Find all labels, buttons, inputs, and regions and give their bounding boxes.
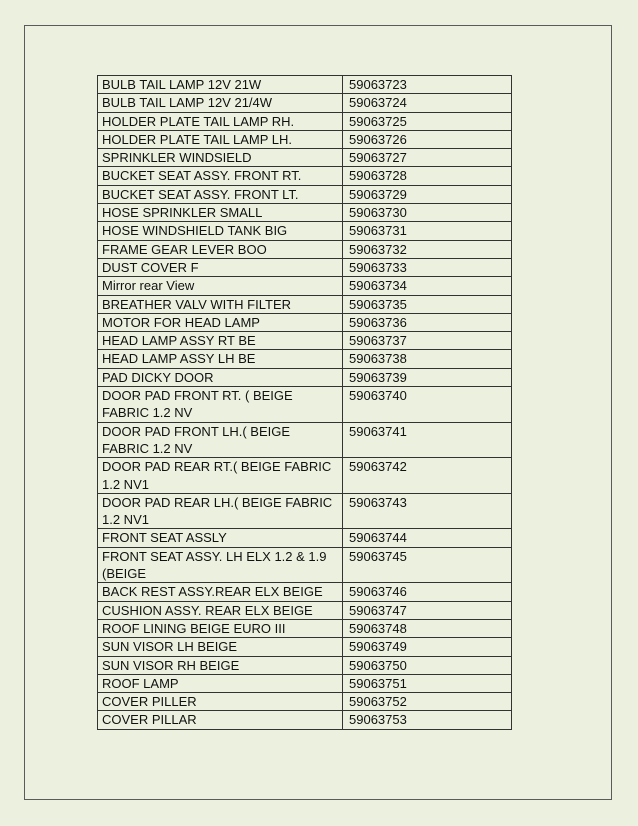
table-row bbox=[98, 350, 512, 368]
part-description-cell: BACK REST ASSY.REAR ELX BEIGE bbox=[98, 583, 343, 601]
table-row bbox=[98, 601, 512, 619]
table-row bbox=[98, 277, 512, 295]
part-number-cell: 59063739 bbox=[343, 368, 512, 386]
part-number-cell: 59063738 bbox=[343, 350, 512, 368]
part-number-cell: 59063723 bbox=[343, 76, 512, 94]
part-description-cell: SUN VISOR RH BEIGE bbox=[98, 656, 343, 674]
part-number-cell: 59063746 bbox=[343, 583, 512, 601]
part-description-cell: BUCKET SEAT ASSY. FRONT LT. bbox=[98, 185, 343, 203]
part-description-cell: BREATHER VALV WITH FILTER bbox=[98, 295, 343, 313]
part-description-cell: DOOR PAD REAR LH.( BEIGE FABRIC 1.2 NV1 bbox=[98, 493, 343, 529]
part-description-cell: SPRINKLER WINDSIELD bbox=[98, 149, 343, 167]
part-description-cell: SUN VISOR LH BEIGE bbox=[98, 638, 343, 656]
table-row bbox=[98, 204, 512, 222]
part-number-cell: 59063732 bbox=[343, 240, 512, 258]
part-description-cell: HEAD LAMP ASSY LH BE bbox=[98, 350, 343, 368]
part-description-cell: FRONT SEAT ASSY. LH ELX 1.2 & 1.9 (BEIGE bbox=[98, 547, 343, 583]
part-number-cell: 59063747 bbox=[343, 601, 512, 619]
part-description-cell: MOTOR FOR HEAD LAMP bbox=[98, 313, 343, 331]
part-description-cell: DOOR PAD FRONT LH.( BEIGE FABRIC 1.2 NV bbox=[98, 422, 343, 458]
table-row bbox=[98, 313, 512, 331]
part-description-cell: ROOF LINING BEIGE EURO III bbox=[98, 619, 343, 637]
table-row bbox=[98, 693, 512, 711]
table-row bbox=[98, 638, 512, 656]
table-row bbox=[98, 258, 512, 276]
table-row bbox=[98, 583, 512, 601]
part-description-cell: FRAME GEAR LEVER BOO bbox=[98, 240, 343, 258]
part-number-cell: 59063753 bbox=[343, 711, 512, 729]
table-row bbox=[98, 711, 512, 729]
part-number-cell: 59063742 bbox=[343, 458, 512, 494]
part-number-cell: 59063728 bbox=[343, 167, 512, 185]
part-number-cell: 59063730 bbox=[343, 204, 512, 222]
table-row bbox=[98, 387, 512, 423]
parts-table bbox=[97, 75, 512, 730]
table-row bbox=[98, 332, 512, 350]
part-number-cell: 59063736 bbox=[343, 313, 512, 331]
part-description-cell: Mirror rear View bbox=[98, 277, 343, 295]
part-description-cell: HOSE SPRINKLER SMALL bbox=[98, 204, 343, 222]
table-row bbox=[98, 547, 512, 583]
part-description-cell: FRONT SEAT ASSLY bbox=[98, 529, 343, 547]
part-number-cell: 59063744 bbox=[343, 529, 512, 547]
part-number-cell: 59063727 bbox=[343, 149, 512, 167]
table-row bbox=[98, 529, 512, 547]
part-number-cell: 59063733 bbox=[343, 258, 512, 276]
part-number-cell: 59063724 bbox=[343, 94, 512, 112]
part-number-cell: 59063734 bbox=[343, 277, 512, 295]
part-number-cell: 59063729 bbox=[343, 185, 512, 203]
table-row bbox=[98, 619, 512, 637]
part-description-cell: BULB TAIL LAMP 12V 21W bbox=[98, 76, 343, 94]
part-description-cell: DUST COVER F bbox=[98, 258, 343, 276]
part-description-cell: DOOR PAD FRONT RT. ( BEIGE FABRIC 1.2 NV bbox=[98, 387, 343, 423]
part-description-cell: HOSE WINDSHIELD TANK BIG bbox=[98, 222, 343, 240]
part-number-cell: 59063735 bbox=[343, 295, 512, 313]
table-row bbox=[98, 493, 512, 529]
part-description-cell: ROOF LAMP bbox=[98, 674, 343, 692]
part-number-cell: 59063743 bbox=[343, 493, 512, 529]
table-row bbox=[98, 295, 512, 313]
table-row bbox=[98, 76, 512, 94]
part-description-cell: PAD DICKY DOOR bbox=[98, 368, 343, 386]
part-number-cell: 59063726 bbox=[343, 130, 512, 148]
part-number-cell: 59063737 bbox=[343, 332, 512, 350]
part-number-cell: 59063731 bbox=[343, 222, 512, 240]
parts-table-body bbox=[98, 76, 512, 730]
table-row bbox=[98, 149, 512, 167]
part-number-cell: 59063750 bbox=[343, 656, 512, 674]
table-row bbox=[98, 368, 512, 386]
part-number-cell: 59063748 bbox=[343, 619, 512, 637]
table-row bbox=[98, 185, 512, 203]
part-description-cell: HOLDER PLATE TAIL LAMP RH. bbox=[98, 112, 343, 130]
part-description-cell: BULB TAIL LAMP 12V 21/4W bbox=[98, 94, 343, 112]
part-number-cell: 59063752 bbox=[343, 693, 512, 711]
part-number-cell: 59063725 bbox=[343, 112, 512, 130]
table-row bbox=[98, 656, 512, 674]
part-description-cell: COVER PILLER bbox=[98, 693, 343, 711]
part-number-cell: 59063740 bbox=[343, 387, 512, 423]
table-row bbox=[98, 422, 512, 458]
table-row bbox=[98, 458, 512, 494]
table-row bbox=[98, 240, 512, 258]
part-description-cell: HEAD LAMP ASSY RT BE bbox=[98, 332, 343, 350]
table-row bbox=[98, 94, 512, 112]
table-row bbox=[98, 130, 512, 148]
table-row bbox=[98, 112, 512, 130]
table-row bbox=[98, 674, 512, 692]
part-number-cell: 59063745 bbox=[343, 547, 512, 583]
part-number-cell: 59063749 bbox=[343, 638, 512, 656]
table-row bbox=[98, 222, 512, 240]
part-number-cell: 59063741 bbox=[343, 422, 512, 458]
part-description-cell: HOLDER PLATE TAIL LAMP LH. bbox=[98, 130, 343, 148]
part-description-cell: BUCKET SEAT ASSY. FRONT RT. bbox=[98, 167, 343, 185]
part-description-cell: DOOR PAD REAR RT.( BEIGE FABRIC 1.2 NV1 bbox=[98, 458, 343, 494]
part-description-cell: COVER PILLAR bbox=[98, 711, 343, 729]
part-number-cell: 59063751 bbox=[343, 674, 512, 692]
part-description-cell: CUSHION ASSY. REAR ELX BEIGE bbox=[98, 601, 343, 619]
table-row bbox=[98, 167, 512, 185]
